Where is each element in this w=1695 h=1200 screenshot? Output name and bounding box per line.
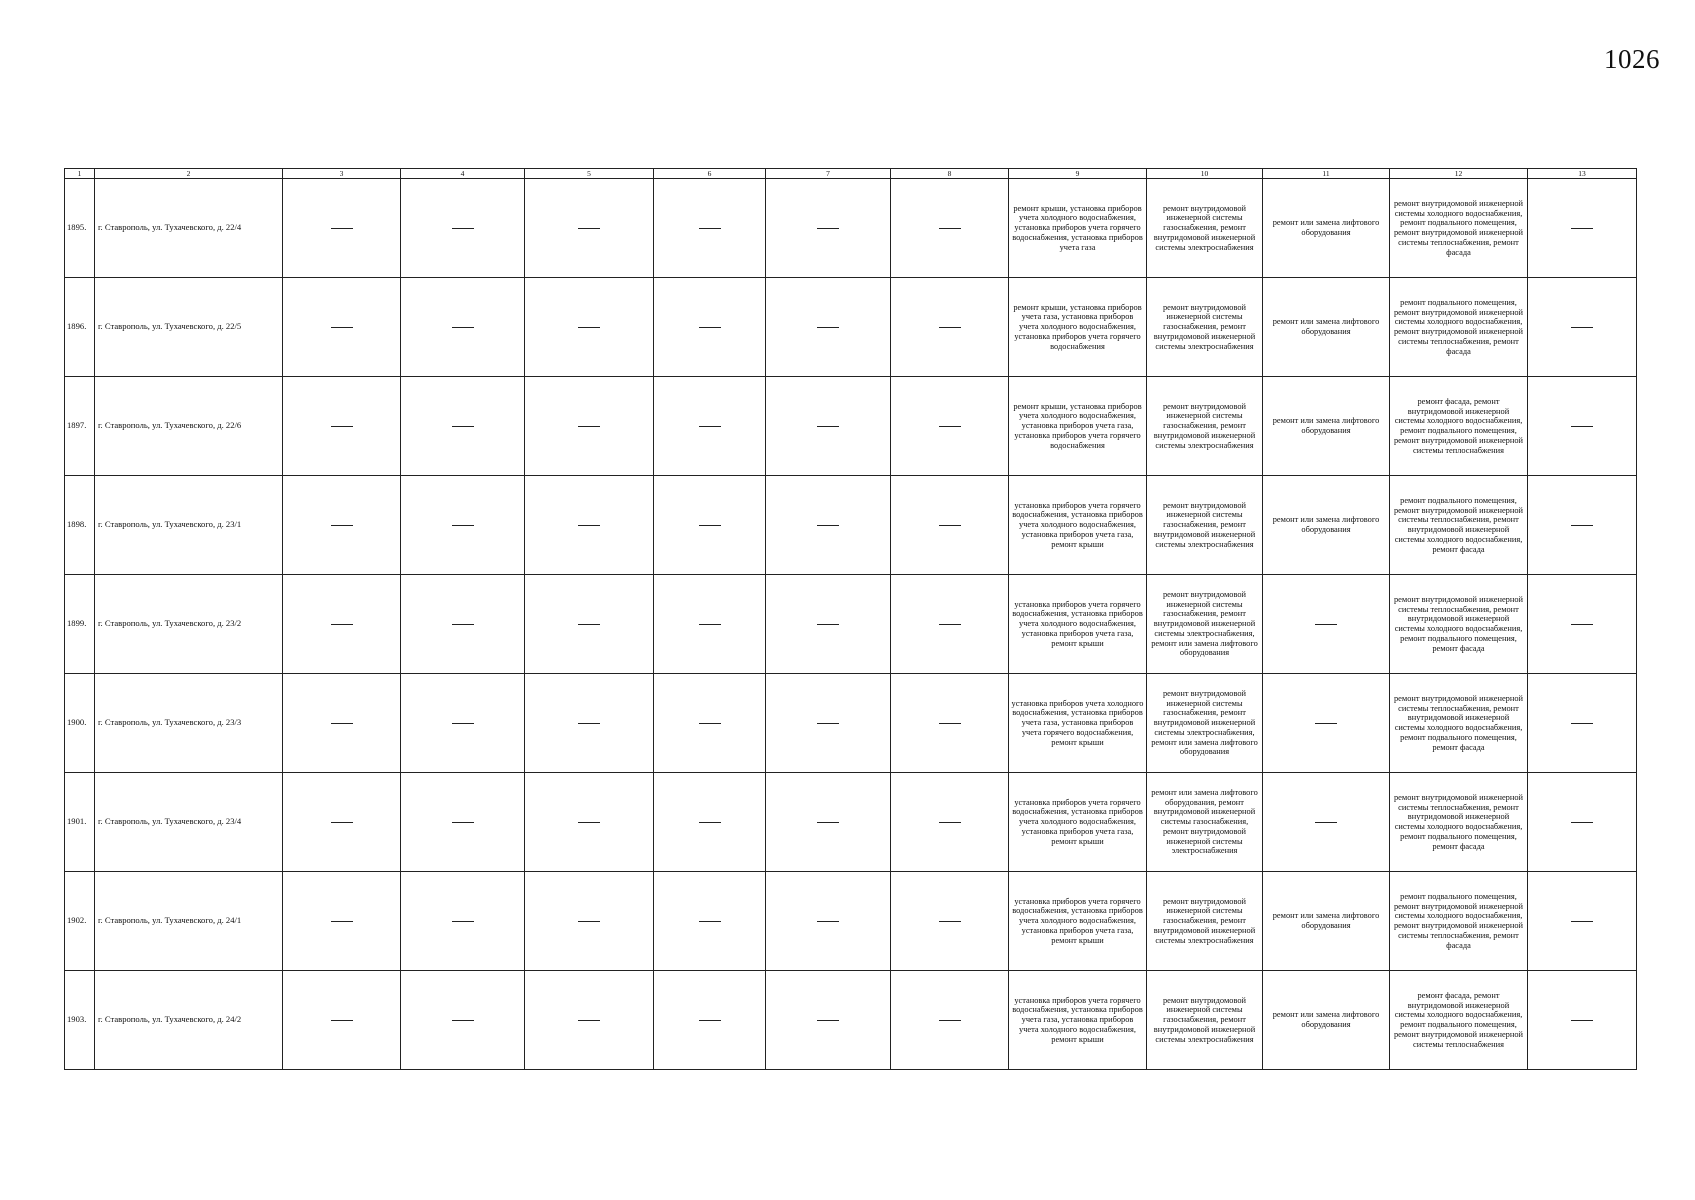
- empty-cell: [766, 476, 891, 575]
- cell-col-11: ремонт или замена лифтового оборудования: [1263, 179, 1390, 278]
- address-cell: г. Ставрополь, ул. Тухачевского, д. 24/1: [95, 872, 283, 971]
- dash-mark: [817, 426, 839, 427]
- empty-cell: [283, 179, 401, 278]
- dash-mark: [578, 723, 600, 724]
- dash-mark: [817, 327, 839, 328]
- cell-col-9: установка приборов учета холодного водоснабжения, установка приборов учета газа, установка приборов учета горячего водоснабжения, ремонт крыши: [1009, 674, 1147, 773]
- cell-col-10: ремонт внутридомовой инженерной системы газоснабжения, ремонт внутридомовой инженерной системы электроснабжения: [1147, 872, 1263, 971]
- empty-cell: [401, 773, 525, 872]
- empty-cell: [401, 179, 525, 278]
- column-header: 8: [891, 169, 1009, 179]
- empty-cell: [525, 674, 654, 773]
- table-header: [65, 169, 1637, 179]
- column-header: 4: [401, 169, 525, 179]
- empty-cell: [1528, 872, 1637, 971]
- cell-col-12: ремонт фасада, ремонт внутридомовой инженерной системы холодного водоснабжения, ремонт подвального помещения, ремонт внутридомовой инженерной системы теплоснабжения: [1390, 971, 1528, 1070]
- row-number: 1902.: [65, 872, 95, 971]
- cell-col-9: ремонт крыши, установка приборов учета холодного водоснабжения, установка приборов учета горячего водоснабжения, установка приборов учета газа: [1009, 179, 1147, 278]
- empty-cell: [283, 971, 401, 1070]
- row-number: 1897.: [65, 377, 95, 476]
- repair-schedule-table: [64, 168, 1637, 1070]
- empty-cell: [525, 773, 654, 872]
- cell-col-10: ремонт внутридомовой инженерной системы газоснабжения, ремонт внутридомовой инженерной системы электроснабжения, ремонт или замена лифтового оборудования: [1147, 674, 1263, 773]
- empty-cell: [1263, 674, 1390, 773]
- cell-col-11: ремонт или замена лифтового оборудования: [1263, 872, 1390, 971]
- dash-mark: [331, 327, 353, 328]
- empty-cell: [401, 377, 525, 476]
- column-number-row: [65, 169, 1637, 179]
- dash-mark: [817, 1020, 839, 1021]
- dash-mark: [699, 1020, 721, 1021]
- empty-cell: [766, 674, 891, 773]
- dash-mark: [1571, 1020, 1593, 1021]
- dash-mark: [452, 921, 474, 922]
- empty-cell: [283, 674, 401, 773]
- dash-mark: [817, 723, 839, 724]
- cell-col-11: ремонт или замена лифтового оборудования: [1263, 971, 1390, 1070]
- dash-mark: [1315, 822, 1337, 823]
- table-row: [65, 575, 1637, 674]
- empty-cell: [891, 278, 1009, 377]
- empty-cell: [1528, 971, 1637, 1070]
- cell-col-9: установка приборов учета горячего водоснабжения, установка приборов учета холодного водоснабжения, установка приборов учета газа, ремонт крыши: [1009, 476, 1147, 575]
- row-number: 1899.: [65, 575, 95, 674]
- cell-col-9: установка приборов учета горячего водоснабжения, установка приборов учета холодного водоснабжения, установка приборов учета газа, ремонт крыши: [1009, 872, 1147, 971]
- empty-cell: [283, 773, 401, 872]
- dash-mark: [578, 327, 600, 328]
- dash-mark: [699, 327, 721, 328]
- dash-mark: [452, 723, 474, 724]
- dash-mark: [452, 624, 474, 625]
- address-cell: г. Ставрополь, ул. Тухачевского, д. 24/2: [95, 971, 283, 1070]
- cell-col-12: ремонт подвального помещения, ремонт внутридомовой инженерной системы холодного водоснабжения, ремонт внутридомовой инженерной системы теплоснабжения, ремонт фасада: [1390, 872, 1528, 971]
- empty-cell: [1528, 179, 1637, 278]
- empty-cell: [401, 872, 525, 971]
- dash-mark: [578, 426, 600, 427]
- dash-mark: [817, 822, 839, 823]
- empty-cell: [525, 476, 654, 575]
- empty-cell: [766, 575, 891, 674]
- dash-mark: [1571, 822, 1593, 823]
- dash-mark: [331, 723, 353, 724]
- row-number: 1895.: [65, 179, 95, 278]
- empty-cell: [283, 278, 401, 377]
- empty-cell: [1528, 278, 1637, 377]
- cell-col-9: установка приборов учета горячего водоснабжения, установка приборов учета холодного водоснабжения, установка приборов учета газа, ремонт крыши: [1009, 773, 1147, 872]
- empty-cell: [654, 773, 766, 872]
- empty-cell: [654, 971, 766, 1070]
- empty-cell: [1263, 575, 1390, 674]
- cell-col-12: ремонт внутридомовой инженерной системы теплоснабжения, ремонт внутридомовой инженерной системы холодного водоснабжения, ремонт подвального помещения, ремонт фасада: [1390, 575, 1528, 674]
- dash-mark: [699, 426, 721, 427]
- column-header: 13: [1528, 169, 1637, 179]
- dash-mark: [817, 228, 839, 229]
- dash-mark: [1571, 327, 1593, 328]
- empty-cell: [525, 575, 654, 674]
- table-row: [65, 476, 1637, 575]
- cell-col-11: ремонт или замена лифтового оборудования: [1263, 377, 1390, 476]
- dash-mark: [578, 921, 600, 922]
- empty-cell: [1263, 773, 1390, 872]
- table-row: [65, 872, 1637, 971]
- dash-mark: [817, 624, 839, 625]
- dash-mark: [578, 228, 600, 229]
- empty-cell: [766, 179, 891, 278]
- empty-cell: [654, 278, 766, 377]
- empty-cell: [283, 872, 401, 971]
- empty-cell: [401, 971, 525, 1070]
- dash-mark: [452, 525, 474, 526]
- table-row: [65, 179, 1637, 278]
- dash-mark: [452, 228, 474, 229]
- dash-mark: [699, 723, 721, 724]
- table-row: [65, 377, 1637, 476]
- column-header: 7: [766, 169, 891, 179]
- dash-mark: [331, 525, 353, 526]
- empty-cell: [891, 872, 1009, 971]
- column-header: 10: [1147, 169, 1263, 179]
- empty-cell: [654, 377, 766, 476]
- empty-cell: [654, 476, 766, 575]
- empty-cell: [283, 575, 401, 674]
- cell-col-10: ремонт внутридомовой инженерной системы газоснабжения, ремонт внутридомовой инженерной системы электроснабжения: [1147, 377, 1263, 476]
- empty-cell: [283, 476, 401, 575]
- address-cell: г. Ставрополь, ул. Тухачевского, д. 23/4: [95, 773, 283, 872]
- empty-cell: [1528, 476, 1637, 575]
- dash-mark: [939, 228, 961, 229]
- dash-mark: [452, 327, 474, 328]
- empty-cell: [401, 476, 525, 575]
- dash-mark: [578, 1020, 600, 1021]
- dash-mark: [939, 327, 961, 328]
- cell-col-12: ремонт подвального помещения, ремонт внутридомовой инженерной системы холодного водоснабжения, ремонт внутридомовой инженерной системы теплоснабжения, ремонт фасада: [1390, 278, 1528, 377]
- empty-cell: [766, 377, 891, 476]
- column-header: 3: [283, 169, 401, 179]
- cell-col-9: установка приборов учета горячего водоснабжения, установка приборов учета газа, установка приборов учета холодного водоснабжения, ремонт крыши: [1009, 971, 1147, 1070]
- empty-cell: [891, 773, 1009, 872]
- row-number: 1900.: [65, 674, 95, 773]
- empty-cell: [283, 377, 401, 476]
- cell-col-9: ремонт крыши, установка приборов учета газа, установка приборов учета холодного водоснабжения, установка приборов учета горячего водоснабжения: [1009, 278, 1147, 377]
- dash-mark: [452, 426, 474, 427]
- dash-mark: [331, 1020, 353, 1021]
- empty-cell: [525, 872, 654, 971]
- address-cell: г. Ставрополь, ул. Тухачевского, д. 23/1: [95, 476, 283, 575]
- empty-cell: [1528, 674, 1637, 773]
- dash-mark: [939, 921, 961, 922]
- empty-cell: [525, 971, 654, 1070]
- cell-col-10: ремонт внутридомовой инженерной системы газоснабжения, ремонт внутридомовой инженерной системы электроснабжения: [1147, 476, 1263, 575]
- address-cell: г. Ставрополь, ул. Тухачевского, д. 23/2: [95, 575, 283, 674]
- empty-cell: [654, 674, 766, 773]
- empty-cell: [654, 575, 766, 674]
- table-body: [65, 179, 1637, 1070]
- dash-mark: [939, 426, 961, 427]
- cell-col-10: ремонт внутридомовой инженерной системы газоснабжения, ремонт внутридомовой инженерной системы электроснабжения: [1147, 971, 1263, 1070]
- cell-col-11: ремонт или замена лифтового оборудования: [1263, 476, 1390, 575]
- dash-mark: [1571, 723, 1593, 724]
- row-number: 1896.: [65, 278, 95, 377]
- page-number: 1026: [1604, 44, 1660, 74]
- dash-mark: [699, 228, 721, 229]
- dash-mark: [1571, 228, 1593, 229]
- column-header: 11: [1263, 169, 1390, 179]
- dash-mark: [1315, 723, 1337, 724]
- dash-mark: [699, 921, 721, 922]
- empty-cell: [891, 377, 1009, 476]
- address-cell: г. Ставрополь, ул. Тухачевского, д. 22/6: [95, 377, 283, 476]
- cell-col-10: ремонт внутридомовой инженерной системы газоснабжения, ремонт внутридомовой инженерной системы электроснабжения: [1147, 179, 1263, 278]
- cell-col-9: установка приборов учета горячего водоснабжения, установка приборов учета холодного водоснабжения, установка приборов учета газа, ремонт крыши: [1009, 575, 1147, 674]
- dash-mark: [331, 228, 353, 229]
- column-header: 9: [1009, 169, 1147, 179]
- dash-mark: [331, 822, 353, 823]
- empty-cell: [891, 179, 1009, 278]
- cell-col-10: ремонт внутридомовой инженерной системы газоснабжения, ремонт внутридомовой инженерной системы электроснабжения, ремонт или замена лифтового оборудования: [1147, 575, 1263, 674]
- empty-cell: [525, 377, 654, 476]
- dash-mark: [452, 822, 474, 823]
- empty-cell: [401, 674, 525, 773]
- empty-cell: [766, 872, 891, 971]
- dash-mark: [939, 822, 961, 823]
- row-number: 1901.: [65, 773, 95, 872]
- empty-cell: [891, 575, 1009, 674]
- dash-mark: [1571, 525, 1593, 526]
- dash-mark: [578, 525, 600, 526]
- empty-cell: [1528, 575, 1637, 674]
- repair-schedule-table-container: [64, 168, 1637, 1070]
- dash-mark: [817, 525, 839, 526]
- dash-mark: [331, 921, 353, 922]
- cell-col-10: ремонт или замена лифтового оборудования, ремонт внутридомовой инженерной системы газоснабжения, ремонт внутридомовой инженерной системы электроснабжения: [1147, 773, 1263, 872]
- dash-mark: [699, 624, 721, 625]
- cell-col-12: ремонт внутридомовой инженерной системы теплоснабжения, ремонт внутридомовой инженерной системы холодного водоснабжения, ремонт подвального помещения, ремонт фасада: [1390, 773, 1528, 872]
- dash-mark: [578, 624, 600, 625]
- dash-mark: [939, 723, 961, 724]
- cell-col-10: ремонт внутридомовой инженерной системы газоснабжения, ремонт внутридомовой инженерной системы электроснабжения: [1147, 278, 1263, 377]
- address-cell: г. Ставрополь, ул. Тухачевского, д. 22/5: [95, 278, 283, 377]
- dash-mark: [331, 426, 353, 427]
- empty-cell: [766, 971, 891, 1070]
- cell-col-12: ремонт внутридомовой инженерной системы холодного водоснабжения, ремонт подвального помещения, ремонт внутридомовой инженерной системы теплоснабжения, ремонт фасада: [1390, 179, 1528, 278]
- empty-cell: [1528, 773, 1637, 872]
- row-number: 1898.: [65, 476, 95, 575]
- column-header: 12: [1390, 169, 1528, 179]
- dash-mark: [699, 525, 721, 526]
- empty-cell: [525, 179, 654, 278]
- row-number: 1903.: [65, 971, 95, 1070]
- empty-cell: [654, 179, 766, 278]
- cell-col-11: ремонт или замена лифтового оборудования: [1263, 278, 1390, 377]
- column-header: 6: [654, 169, 766, 179]
- dash-mark: [1571, 426, 1593, 427]
- column-header: 5: [525, 169, 654, 179]
- empty-cell: [654, 872, 766, 971]
- dash-mark: [699, 822, 721, 823]
- dash-mark: [939, 525, 961, 526]
- dash-mark: [1571, 624, 1593, 625]
- cell-col-12: ремонт подвального помещения, ремонт внутридомовой инженерной системы теплоснабжения, ремонт внутридомовой инженерной системы холодного водоснабжения, ремонт фасада: [1390, 476, 1528, 575]
- column-header: 2: [95, 169, 283, 179]
- empty-cell: [401, 278, 525, 377]
- empty-cell: [891, 971, 1009, 1070]
- dash-mark: [1571, 921, 1593, 922]
- dash-mark: [1315, 624, 1337, 625]
- dash-mark: [331, 624, 353, 625]
- table-row: [65, 773, 1637, 872]
- empty-cell: [891, 476, 1009, 575]
- dash-mark: [578, 822, 600, 823]
- address-cell: г. Ставрополь, ул. Тухачевского, д. 22/4: [95, 179, 283, 278]
- dash-mark: [452, 1020, 474, 1021]
- cell-col-9: ремонт крыши, установка приборов учета холодного водоснабжения, установка приборов учета газа, установка приборов учета горячего водоснабжения: [1009, 377, 1147, 476]
- empty-cell: [525, 278, 654, 377]
- dash-mark: [939, 624, 961, 625]
- table-row: [65, 278, 1637, 377]
- empty-cell: [891, 674, 1009, 773]
- table-row: [65, 674, 1637, 773]
- table-row: [65, 971, 1637, 1070]
- empty-cell: [766, 278, 891, 377]
- column-header: 1: [65, 169, 95, 179]
- cell-col-12: ремонт внутридомовой инженерной системы теплоснабжения, ремонт внутридомовой инженерной системы холодного водоснабжения, ремонт подвального помещения, ремонт фасада: [1390, 674, 1528, 773]
- empty-cell: [1528, 377, 1637, 476]
- dash-mark: [817, 921, 839, 922]
- empty-cell: [401, 575, 525, 674]
- dash-mark: [939, 1020, 961, 1021]
- empty-cell: [766, 773, 891, 872]
- address-cell: г. Ставрополь, ул. Тухачевского, д. 23/3: [95, 674, 283, 773]
- cell-col-12: ремонт фасада, ремонт внутридомовой инженерной системы холодного водоснабжения, ремонт подвального помещения, ремонт внутридомовой инженерной системы теплоснабжения: [1390, 377, 1528, 476]
